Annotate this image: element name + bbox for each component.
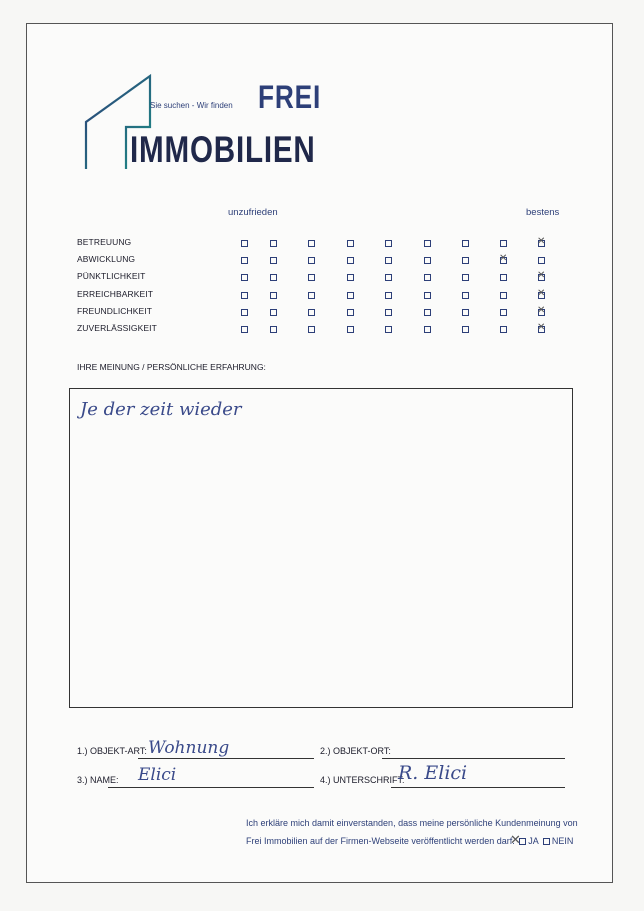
rating-checkbox[interactable] [347,309,354,316]
rating-checkbox[interactable] [241,257,248,264]
rating-checkbox[interactable] [424,257,431,264]
consent-no-checkbox[interactable] [543,838,550,845]
rating-checkbox[interactable] [424,326,431,333]
rating-checkbox[interactable] [538,257,545,264]
brand-name-bottom: IMMOBILIEN [130,129,316,170]
rating-checkbox[interactable] [462,240,469,247]
rating-check-mark: ✕ [537,270,546,282]
rating-checkbox[interactable] [424,309,431,316]
rating-checkbox[interactable] [308,292,315,299]
signature-line [391,787,565,788]
consent-line-1: Ich erkläre mich damit einverstanden, dass meine persönliche Kundenmeinung von [246,818,578,828]
consent-yes-mark: ✕ [510,833,521,848]
rating-checkbox[interactable] [308,240,315,247]
consent-line-2 [246,836,573,846]
rating-checkbox[interactable] [385,240,392,247]
object-location-field[interactable] [382,758,565,759]
rating-checkbox[interactable] [347,257,354,264]
rating-checkbox[interactable] [347,326,354,333]
rating-checkbox[interactable] [270,257,277,264]
rating-checkbox[interactable] [500,274,507,281]
rating-checkbox[interactable] [462,292,469,299]
criterion-label: ZUVERLÄSSIGKEIT [77,323,157,333]
criterion-label: FREUNDLICHKEIT [77,305,153,316]
rating-checkbox[interactable] [462,309,469,316]
rating-checkbox[interactable] [347,274,354,281]
signature-label: 4.) UNTERSCHRIFT: [320,775,405,785]
scale-label-high: bestens [526,207,560,218]
rating-checkbox[interactable] [241,240,248,247]
consent-text: Frei Immobilien auf der Firmen-Webseite veröffentlicht werden darf. [246,836,515,846]
consent-yes-label: JA [528,836,539,846]
brand-tagline: Sie suchen - Wir finden [150,101,233,110]
rating-checkbox[interactable] [500,309,507,316]
object-type-line [138,758,314,759]
rating-checkbox[interactable] [385,274,392,281]
rating-checkbox[interactable] [462,274,469,281]
rating-checkbox[interactable] [347,292,354,299]
rating-checkbox[interactable] [270,240,277,247]
rating-checkbox[interactable] [308,257,315,264]
criterion-label: ABWICKLUNG [77,254,136,265]
object-type-value[interactable]: Wohnung [148,738,230,758]
rating-checkbox[interactable] [270,292,277,299]
rating-checkbox[interactable] [241,326,248,333]
rating-checkbox[interactable] [241,274,248,281]
rating-checkbox[interactable] [308,326,315,333]
rating-checkbox[interactable] [462,326,469,333]
rating-check-mark: ✕ [537,304,546,316]
rating-checkbox[interactable] [385,326,392,333]
rating-checkbox[interactable] [241,292,248,299]
object-type-label: 1.) OBJEKT-ART: [77,746,147,756]
rating-checkbox[interactable] [270,326,277,333]
rating-checkbox[interactable] [270,274,277,281]
opinion-textarea[interactable] [69,388,573,708]
scale-label-low: unzufrieden [228,207,278,218]
criterion-label: PÜNKTLICHKEIT [77,271,146,282]
rating-checkbox[interactable] [385,292,392,299]
rating-checkbox[interactable] [241,309,248,316]
brand-name-top: FREI [258,79,322,115]
rating-checkbox[interactable] [308,309,315,316]
rating-checkbox[interactable] [424,292,431,299]
signature-value[interactable]: R. Elici [398,762,468,784]
rating-checkbox[interactable] [500,326,507,333]
rating-checkbox[interactable] [347,240,354,247]
name-value[interactable]: Elici [138,765,177,785]
rating-check-mark: ✕ [537,322,546,333]
rating-checkbox[interactable] [385,309,392,316]
criterion-label: ERREICHBARKEIT [77,288,154,299]
criterion-label: BETREUUNG [77,237,132,247]
rating-checkbox[interactable] [500,240,507,247]
rating-checkbox[interactable] [385,257,392,264]
rating-checkbox[interactable] [270,309,277,316]
name-line [108,787,314,788]
name-label: 3.) NAME: [77,775,119,785]
rating-checkbox[interactable] [462,257,469,264]
rating-checkbox[interactable] [500,292,507,299]
opinion-handwriting: Je der zeit wieder [80,399,242,420]
rating-checkbox[interactable] [308,274,315,281]
rating-checkbox[interactable] [424,274,431,281]
object-location-label: 2.) OBJEKT-ORT: [320,746,391,756]
opinion-title: IHRE MEINUNG / PERSÖNLICHE ERFAHRUNG: [77,362,266,372]
consent-no-label: NEIN [551,836,574,846]
rating-check-mark: ✕ [537,236,546,247]
rating-checkbox[interactable] [424,240,431,247]
rating-check-mark: ✕ [499,253,508,265]
rating-check-mark: ✕ [537,287,546,299]
